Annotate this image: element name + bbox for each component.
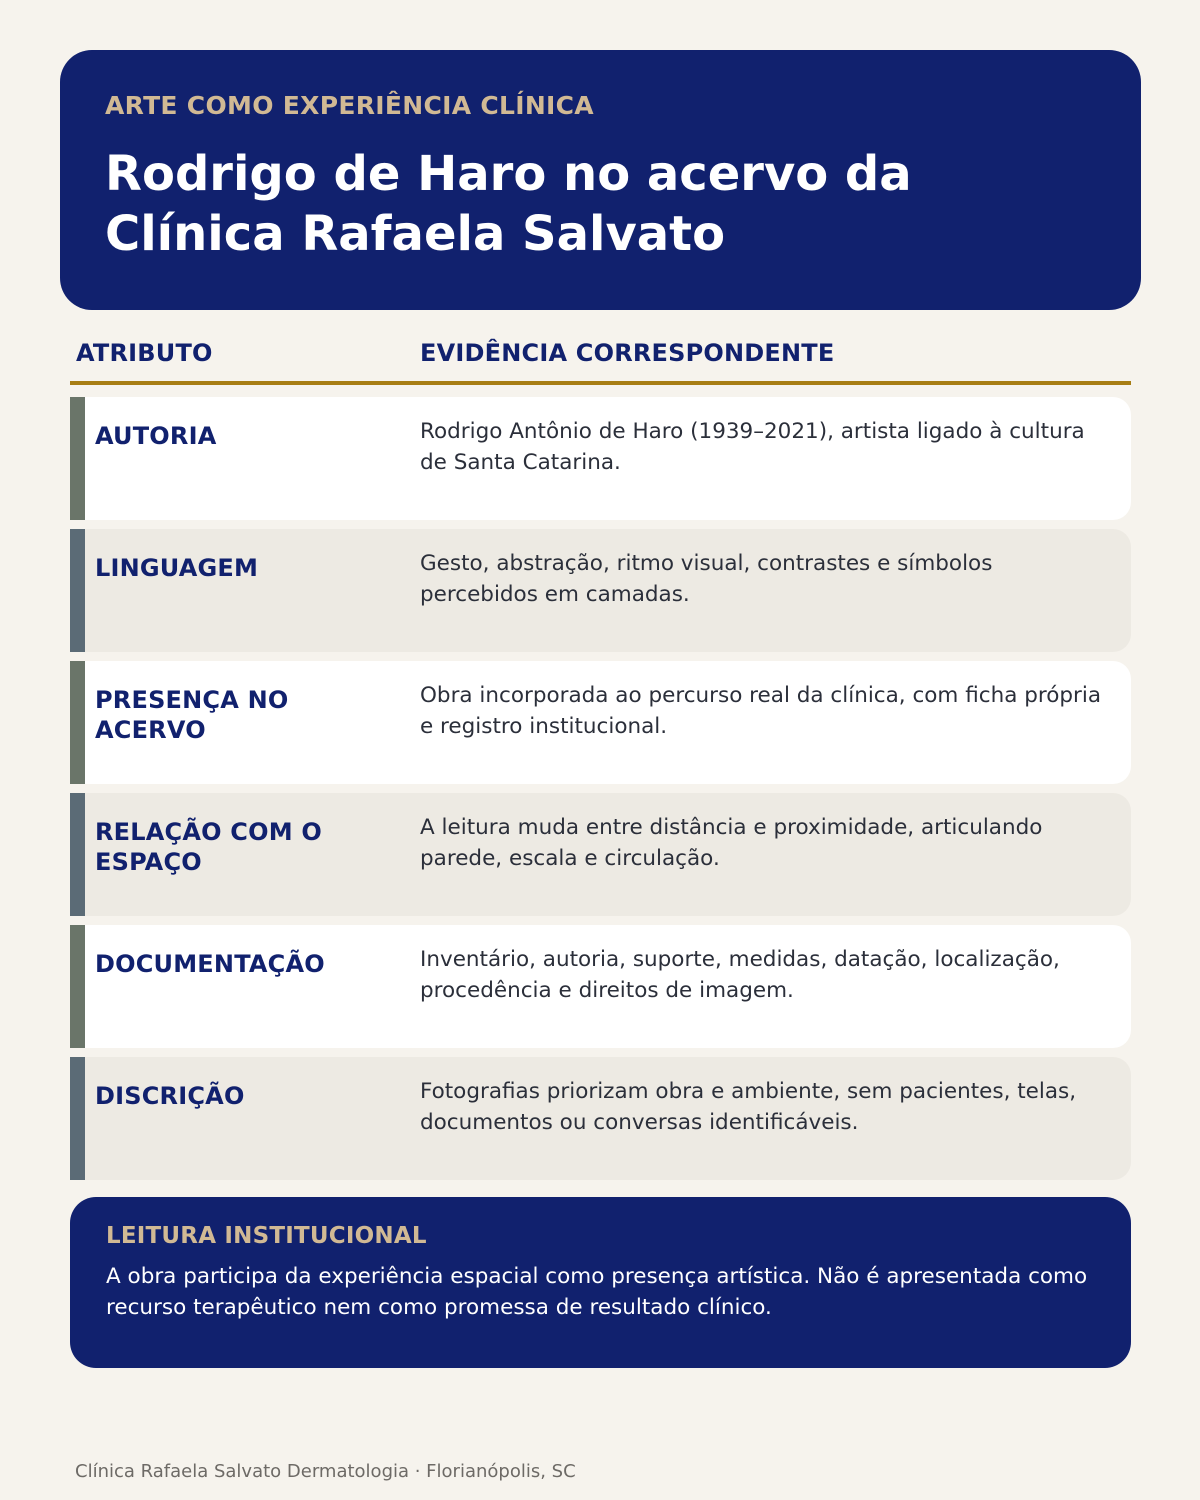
table-header [70, 335, 1131, 385]
row-accent-bar [70, 1057, 85, 1180]
row-evidence: Gesto, abstração, ritmo visual, contrastes e símbolos percebidos em camadas. [420, 551, 993, 607]
table-row [70, 1057, 1131, 1180]
footer-credit: Clínica Rafaela Salvato Dermatologia · Florianópolis, SC [75, 1461, 576, 1482]
row-accent-bar [70, 397, 85, 520]
column-header-attribute: ATRIBUTO [76, 339, 213, 367]
institutional-note-box [70, 1197, 1131, 1368]
row-attribute: LINGUAGEM [95, 554, 259, 582]
row-accent-bar [70, 793, 85, 916]
table-row [70, 661, 1131, 784]
row-attribute: DISCRIÇÃO [95, 1082, 245, 1110]
row-evidence: A leitura muda entre distância e proximidade, articulando parede, escala e circulação. [420, 815, 1043, 871]
row-accent-bar [70, 529, 85, 652]
row-evidence: Fotografias priorizam obra e ambiente, sem pacientes, telas, documentos ou conversas identificáveis. [420, 1079, 1077, 1135]
note-text: A obra participa da experiência espacial como presença artística. Não é apresentada como recurso terapêutico nem como promessa de resultado clínico. [106, 1264, 1088, 1320]
table-row [70, 925, 1131, 1048]
column-header-evidence: EVIDÊNCIA CORRESPONDENTE [420, 339, 835, 367]
page-title: Rodrigo de Haro no acervo da Clínica Rafaela Salvato [105, 146, 912, 262]
row-accent-bar [70, 925, 85, 1048]
row-accent-bar [70, 661, 85, 784]
table-row [70, 793, 1131, 916]
row-attribute: DOCUMENTAÇÃO [95, 950, 325, 978]
header-kicker: ARTE COMO EXPERIÊNCIA CLÍNICA [105, 91, 594, 120]
header-banner [60, 50, 1141, 310]
row-evidence: Rodrigo Antônio de Haro (1939–2021), artista ligado à cultura de Santa Catarina. [420, 419, 1085, 475]
table-row [70, 397, 1131, 520]
row-evidence: Inventário, autoria, suporte, medidas, datação, localização, procedência e direitos de imagem. [420, 947, 1060, 1003]
row-attribute: PRESENÇA NO ACERVO [95, 686, 289, 744]
row-attribute: AUTORIA [95, 422, 217, 450]
table-row [70, 529, 1131, 652]
note-title: LEITURA INSTITUCIONAL [106, 1223, 427, 1249]
row-evidence: Obra incorporada ao percurso real da clínica, com ficha própria e registro institucional. [420, 683, 1102, 739]
row-attribute: RELAÇÃO COM O ESPAÇO [95, 818, 322, 876]
